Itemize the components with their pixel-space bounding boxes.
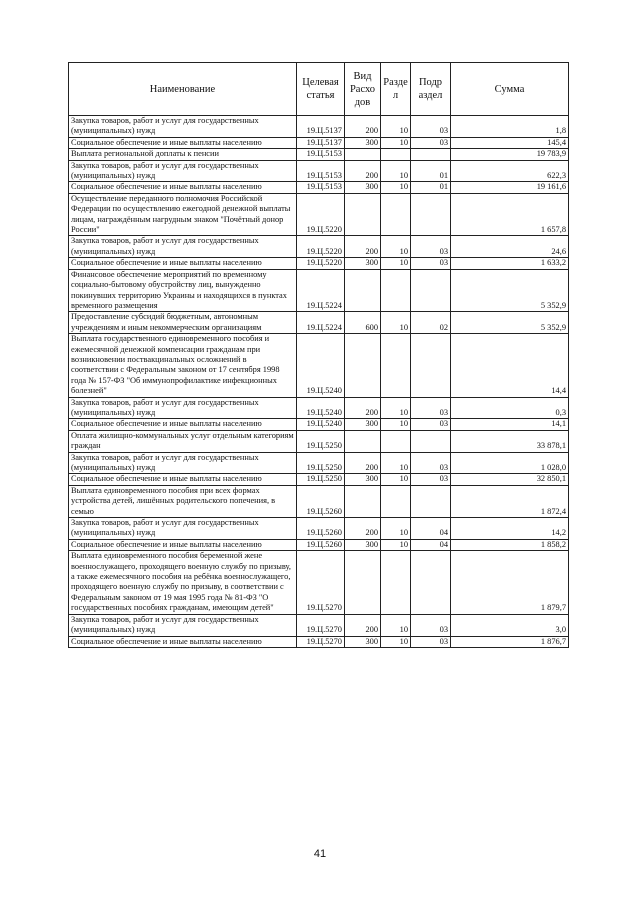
row-sum: 3,0 xyxy=(451,614,569,636)
row-article: 19.Ц.5240 xyxy=(297,397,345,419)
row-article: 19.Ц.5250 xyxy=(297,474,345,485)
row-section: 10 xyxy=(381,116,411,138)
table-row xyxy=(69,334,569,397)
row-name: Выплата региональной доплаты к пенсии xyxy=(69,149,297,160)
row-subsection xyxy=(411,269,451,312)
row-sum: 622,3 xyxy=(451,160,569,182)
row-section: 10 xyxy=(381,312,411,334)
row-sum: 1 872,4 xyxy=(451,485,569,517)
row-section xyxy=(381,551,411,614)
row-name: Предоставление субсидий бюджетным, автономным учреждениям и иным некоммерческим организациям xyxy=(69,312,297,334)
row-expense-type: 200 xyxy=(345,518,381,540)
table-row xyxy=(69,551,569,614)
row-subsection xyxy=(411,334,451,397)
row-expense-type xyxy=(345,193,381,236)
row-name: Социальное обеспечение и иные выплаты населению xyxy=(69,182,297,193)
row-sum: 1 879,7 xyxy=(451,551,569,614)
row-expense-type xyxy=(345,269,381,312)
budget-table xyxy=(68,62,569,648)
row-subsection xyxy=(411,430,451,452)
row-expense-type: 300 xyxy=(345,419,381,430)
row-article: 19.Ц.5224 xyxy=(297,269,345,312)
row-section: 10 xyxy=(381,258,411,269)
row-section: 10 xyxy=(381,137,411,148)
row-subsection: 03 xyxy=(411,116,451,138)
row-subsection xyxy=(411,485,451,517)
row-sum: 14,1 xyxy=(451,419,569,430)
row-name: Закупка товаров, работ и услуг для государственных (муниципальных) нужд xyxy=(69,160,297,182)
row-name: Выплата государственного единовременного пособия и ежемесячной денежной компенсации гражданам при возникновении поствакцинальных осложнений в соответствии с Федеральным законом от 17 сентября 1998 года № 157-ФЗ "Об иммунопрофилактике инфекционных болезней" xyxy=(69,334,297,397)
table-row xyxy=(69,474,569,485)
row-expense-type: 300 xyxy=(345,182,381,193)
row-expense-type: 200 xyxy=(345,236,381,258)
row-subsection xyxy=(411,551,451,614)
row-subsection: 03 xyxy=(411,258,451,269)
table-row xyxy=(69,312,569,334)
row-article: 19.Ц.5220 xyxy=(297,193,345,236)
row-article: 19.Ц.5240 xyxy=(297,334,345,397)
row-expense-type xyxy=(345,551,381,614)
row-expense-type: 300 xyxy=(345,474,381,485)
row-sum: 24,6 xyxy=(451,236,569,258)
row-name: Выплата единовременного пособия беременной жене военнослужащего, проходящего военную службу по призыву, а также ежемесячного пособия на ребёнка военнослужащего, проходящего военную службу по призыву, в соответствии с Федеральным законом от 19 мая 1995 года № 81-ФЗ "О государственных пособиях гражданам, имеющим детей" xyxy=(69,551,297,614)
row-sum: 5 352,9 xyxy=(451,312,569,334)
row-subsection: 03 xyxy=(411,614,451,636)
row-article: 19.Ц.5270 xyxy=(297,551,345,614)
table-row xyxy=(69,518,569,540)
row-name: Социальное обеспечение и иные выплаты населению xyxy=(69,474,297,485)
row-article: 19.Ц.5250 xyxy=(297,452,345,474)
row-section: 10 xyxy=(381,236,411,258)
row-article: 19.Ц.5270 xyxy=(297,636,345,647)
row-name: Оплата жилищно-коммунальных услуг отдельным категориям граждан xyxy=(69,430,297,452)
row-sum: 1 657,8 xyxy=(451,193,569,236)
row-section xyxy=(381,269,411,312)
row-expense-type: 600 xyxy=(345,312,381,334)
row-section xyxy=(381,430,411,452)
row-name: Закупка товаров, работ и услуг для государственных (муниципальных) нужд xyxy=(69,116,297,138)
table-row xyxy=(69,485,569,517)
row-subsection: 04 xyxy=(411,539,451,550)
row-subsection: 03 xyxy=(411,236,451,258)
row-article: 19.Ц.5240 xyxy=(297,419,345,430)
row-name: Социальное обеспечение и иные выплаты населению xyxy=(69,258,297,269)
row-section: 10 xyxy=(381,474,411,485)
row-sum: 5 352,9 xyxy=(451,269,569,312)
row-article: 19.Ц.5250 xyxy=(297,430,345,452)
table-row xyxy=(69,193,569,236)
row-expense-type: 300 xyxy=(345,539,381,550)
table-row xyxy=(69,137,569,148)
table-row xyxy=(69,430,569,452)
row-name: Социальное обеспечение и иные выплаты населению xyxy=(69,137,297,148)
row-subsection: 03 xyxy=(411,636,451,647)
row-article: 19.Ц.5137 xyxy=(297,137,345,148)
table-row xyxy=(69,116,569,138)
row-section: 10 xyxy=(381,452,411,474)
row-section: 10 xyxy=(381,419,411,430)
row-expense-type xyxy=(345,430,381,452)
row-subsection: 03 xyxy=(411,452,451,474)
table-row xyxy=(69,397,569,419)
row-expense-type: 300 xyxy=(345,258,381,269)
row-subsection: 03 xyxy=(411,137,451,148)
row-section: 10 xyxy=(381,614,411,636)
row-section: 10 xyxy=(381,397,411,419)
row-sum: 0,3 xyxy=(451,397,569,419)
row-name: Социальное обеспечение и иные выплаты населению xyxy=(69,539,297,550)
row-sum: 14,2 xyxy=(451,518,569,540)
row-sum: 1 028,0 xyxy=(451,452,569,474)
row-section xyxy=(381,193,411,236)
row-sum: 1 858,2 xyxy=(451,539,569,550)
row-section: 10 xyxy=(381,160,411,182)
row-name: Социальное обеспечение и иные выплаты населению xyxy=(69,636,297,647)
table-row xyxy=(69,452,569,474)
table-row xyxy=(69,236,569,258)
row-name: Закупка товаров, работ и услуг для государственных (муниципальных) нужд xyxy=(69,614,297,636)
row-expense-type: 300 xyxy=(345,636,381,647)
table-row xyxy=(69,269,569,312)
header-sum: Сумма xyxy=(451,63,569,116)
page-number: 41 xyxy=(313,848,327,860)
row-name: Закупка товаров, работ и услуг для государственных (муниципальных) нужд xyxy=(69,518,297,540)
row-article: 19.Ц.5153 xyxy=(297,182,345,193)
row-sum: 14,4 xyxy=(451,334,569,397)
header-expense-type: Вид Расхо дов xyxy=(345,63,381,116)
row-subsection: 01 xyxy=(411,160,451,182)
table-row xyxy=(69,419,569,430)
row-article: 19.Ц.5153 xyxy=(297,149,345,160)
row-expense-type: 200 xyxy=(345,160,381,182)
table-row xyxy=(69,182,569,193)
row-sum: 19 161,6 xyxy=(451,182,569,193)
row-section: 10 xyxy=(381,636,411,647)
row-subsection: 03 xyxy=(411,419,451,430)
row-expense-type xyxy=(345,149,381,160)
row-section: 10 xyxy=(381,182,411,193)
row-article: 19.Ц.5260 xyxy=(297,485,345,517)
row-expense-type xyxy=(345,485,381,517)
row-name: Закупка товаров, работ и услуг для государственных (муниципальных) нужд xyxy=(69,452,297,474)
row-subsection: 01 xyxy=(411,182,451,193)
row-section xyxy=(381,149,411,160)
row-subsection: 04 xyxy=(411,518,451,540)
row-expense-type: 300 xyxy=(345,137,381,148)
row-sum: 32 850,1 xyxy=(451,474,569,485)
row-article: 19.Ц.5260 xyxy=(297,518,345,540)
row-name: Социальное обеспечение и иные выплаты населению xyxy=(69,419,297,430)
row-article: 19.Ц.5220 xyxy=(297,236,345,258)
row-subsection: 02 xyxy=(411,312,451,334)
row-article: 19.Ц.5260 xyxy=(297,539,345,550)
row-subsection: 03 xyxy=(411,397,451,419)
header-section: Разде л xyxy=(381,63,411,116)
row-article: 19.Ц.5224 xyxy=(297,312,345,334)
table-row xyxy=(69,539,569,550)
table-row xyxy=(69,614,569,636)
row-name: Осуществление переданного полномочия Российской Федерации по осуществлению ежегодной денежной выплаты лицам, награждённым нагрудным знаком "Почётный донор России" xyxy=(69,193,297,236)
row-sum: 145,4 xyxy=(451,137,569,148)
row-subsection xyxy=(411,193,451,236)
row-expense-type xyxy=(345,334,381,397)
table-row xyxy=(69,258,569,269)
row-subsection xyxy=(411,149,451,160)
row-article: 19.Ц.5220 xyxy=(297,258,345,269)
row-section: 10 xyxy=(381,539,411,550)
row-name: Закупка товаров, работ и услуг для государственных (муниципальных) нужд xyxy=(69,397,297,419)
row-sum: 1 876,7 xyxy=(451,636,569,647)
table-header-row xyxy=(69,63,569,116)
table-row xyxy=(69,160,569,182)
table-row xyxy=(69,149,569,160)
row-section: 10 xyxy=(381,518,411,540)
row-expense-type: 200 xyxy=(345,452,381,474)
table-row xyxy=(69,636,569,647)
row-sum: 19 783,9 xyxy=(451,149,569,160)
header-article: Целевая статья xyxy=(297,63,345,116)
row-section xyxy=(381,485,411,517)
row-name: Закупка товаров, работ и услуг для государственных (муниципальных) нужд xyxy=(69,236,297,258)
row-article: 19.Ц.5270 xyxy=(297,614,345,636)
row-section xyxy=(381,334,411,397)
row-article: 19.Ц.5137 xyxy=(297,116,345,138)
row-sum: 1 633,2 xyxy=(451,258,569,269)
row-name: Финансовое обеспечение мероприятий по временному социально-бытовому обустройству лиц, вынужденно покинувших территорию Украины и находящихся в пунктах временного размещения xyxy=(69,269,297,312)
row-sum: 1,8 xyxy=(451,116,569,138)
header-name: Наименование xyxy=(69,63,297,116)
row-expense-type: 200 xyxy=(345,614,381,636)
row-article: 19.Ц.5153 xyxy=(297,160,345,182)
row-subsection: 03 xyxy=(411,474,451,485)
header-subsection: Подр аздел xyxy=(411,63,451,116)
row-expense-type: 200 xyxy=(345,397,381,419)
row-sum: 33 878,1 xyxy=(451,430,569,452)
row-name: Выплата единовременного пособия при всех формах устройства детей, лишённых родительского попечения, в семью xyxy=(69,485,297,517)
row-expense-type: 200 xyxy=(345,116,381,138)
